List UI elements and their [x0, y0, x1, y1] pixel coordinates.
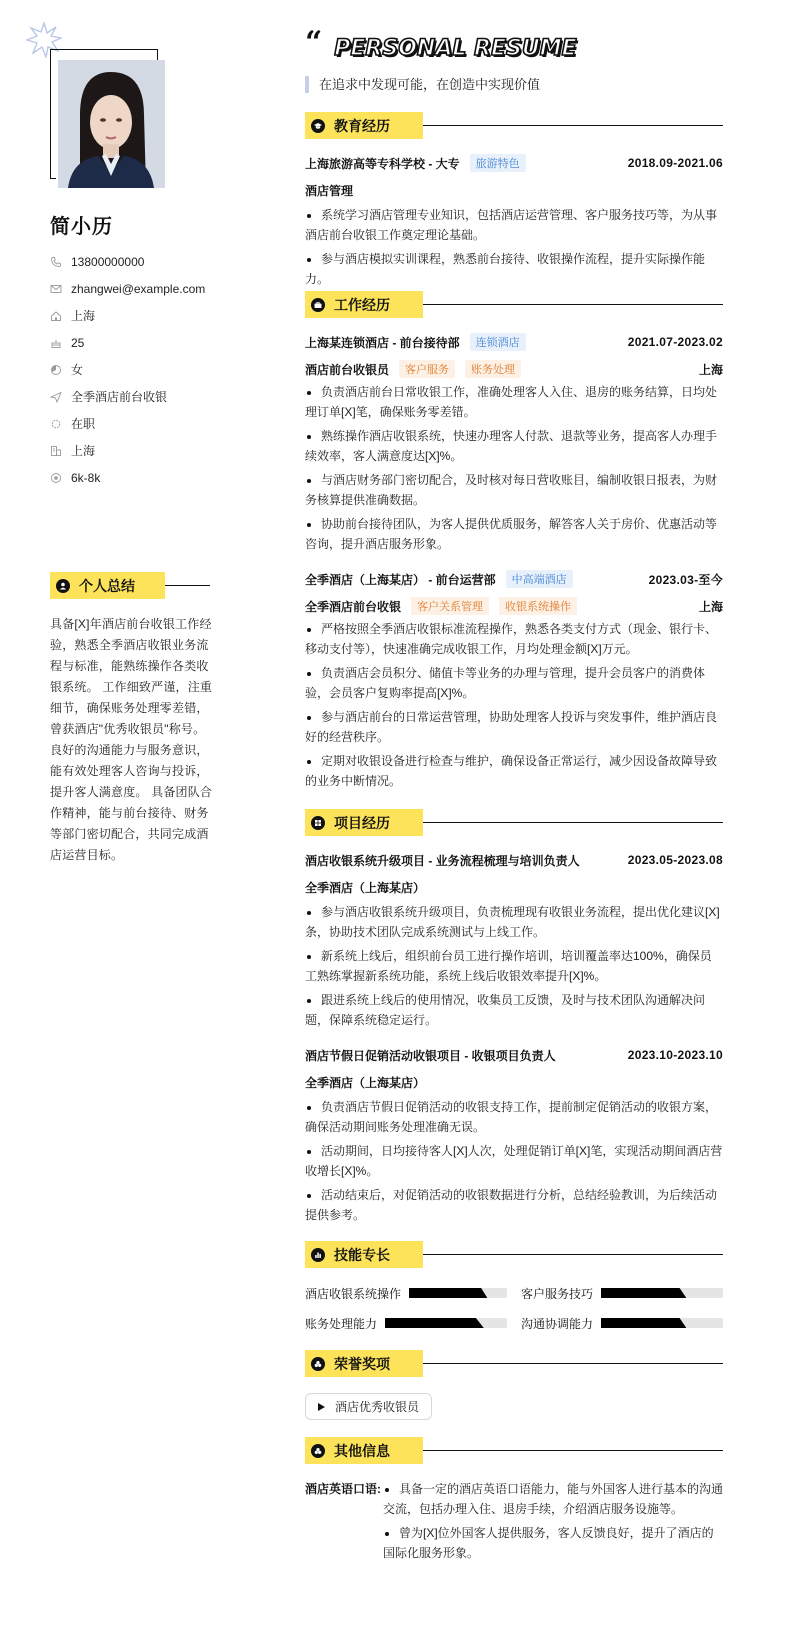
summary-header — [50, 572, 210, 599]
mail-icon — [50, 283, 62, 295]
resume-title: PERSONAL RESUME — [334, 36, 577, 61]
section-title: 其他信息 — [334, 1442, 390, 1459]
entry-subrow — [305, 878, 723, 896]
bullet-item: 系统学习酒店管理专业知识，包括酒店运营管理、客户服务技巧等，为从事酒店前台收银工作奠定理论基础。 — [305, 205, 723, 245]
skill-tag: 客户关系管理 — [411, 597, 489, 615]
entry-date: 2023.05-2023.08 — [627, 853, 723, 867]
skill-label: 账务处理能力 — [305, 1316, 378, 1331]
bullet-item: 活动期间，日均接待客人[X]人次，处理促销订单[X]笔，实现活动期间酒店营收增长[X]%。 — [305, 1141, 723, 1181]
skill-bar — [385, 1318, 507, 1328]
skills-section — [305, 1241, 723, 1331]
quote-icon: “ — [305, 25, 323, 60]
education-entry — [305, 154, 723, 289]
project-name: 酒店节假日促销活动收银项目 - 收银项目负责人 — [305, 1048, 556, 1063]
skill-label: 沟通协调能力 — [521, 1316, 594, 1331]
entry-header — [305, 570, 723, 588]
section-title: 个人总结 — [79, 577, 135, 594]
summary-text: 具备[X]年酒店前台收银工作经验，熟悉全季酒店收银业务流程与标准，能熟练操作各类收银系统。 工作细致严谨，注重细节，确保账务处理零差错，曾获酒店"优秀收银员"称号。 良好的沟通能力与服务意识，能有效处理客人咨询与投诉，提升客人满意度。 具备团队合作精神，能与前台接待、财务等部门密切配合，共同完成酒店运营目标。 — [50, 617, 213, 862]
divider — [423, 1450, 723, 1452]
divider — [423, 822, 723, 824]
bullet-list — [383, 1479, 723, 1563]
bullet-item: 新系统上线后，组织前台员工进行操作培训，培训覆盖率达100%，确保员工熟练掌握新系统功能，系统上线后收银效率提升[X]%。 — [305, 946, 723, 986]
company-name: 上海某连锁酒店 - 前台接待部 — [305, 335, 460, 350]
skill-tag: 收银系统操作 — [499, 597, 577, 615]
salary-icon — [50, 472, 62, 484]
divider — [423, 304, 723, 306]
bullet-item: 参与酒店前台的日常运营管理，协助处理客人投诉与突发事件，维护酒店良好的经营秩序。 — [305, 707, 723, 747]
contact-value: 6k-8k — [71, 470, 101, 485]
bullet-item: 协助前台接待团队，为客人提供优质服务，解答客人关于房价、优惠活动等咨询，提升酒店服务形象。 — [305, 514, 723, 554]
contact-list — [50, 248, 205, 491]
bullet-item: 熟练操作酒店收银系统，快速办理客人付款、退款等业务，提高客人办理手续效率，客人满意度达[X]%。 — [305, 426, 723, 466]
bullet-item: 严格按照全季酒店收银标准流程操作，熟悉各类支付方式（现金、银行卡、移动支付等），快速准确完成收银工作，月均处理金额[X]万元。 — [305, 619, 723, 659]
section-tag — [50, 572, 165, 599]
projects-section — [305, 809, 723, 1225]
graduation-cap-icon — [311, 119, 325, 133]
major: 酒店管理 — [305, 183, 354, 198]
skill-item — [521, 1315, 723, 1331]
other-label: 酒店英语口语: — [305, 1482, 381, 1496]
contact-value: 上海 — [71, 444, 96, 458]
other-section — [305, 1437, 723, 1563]
section-title: 项目经历 — [334, 814, 390, 831]
section-header — [305, 112, 723, 139]
contact-gender — [50, 356, 205, 383]
entry-header — [305, 154, 723, 172]
skill-tag: 客户服务 — [399, 360, 455, 378]
skill-bar-fill — [385, 1318, 484, 1328]
section-header — [305, 291, 723, 318]
entry-subrow — [305, 181, 723, 199]
user-icon — [56, 579, 70, 593]
contact-value: zhangwei@example.com — [71, 281, 206, 296]
skill-bar-fill — [409, 1288, 487, 1298]
bullet-item: 具备一定的酒店英语口语能力，能与外国客人进行基本的沟通交流，包括办理入住、退房手续，介绍酒店服务设施等。 — [383, 1479, 723, 1519]
section-header — [305, 1437, 723, 1464]
company-badge: 中高端酒店 — [506, 570, 573, 588]
section-title: 工作经历 — [334, 296, 390, 313]
bullet-item: 负责酒店节假日促销活动的收银支持工作，提前制定促销活动的收银方案，确保活动期间账务处理准确无误。 — [305, 1097, 723, 1137]
divider — [423, 125, 723, 127]
send-icon — [50, 391, 62, 403]
slogan: 在追求中发现可能，在创造中实现价值 — [305, 76, 540, 93]
section-header — [305, 1350, 723, 1377]
education-section — [305, 112, 723, 289]
section-tag — [305, 291, 423, 318]
honor-item — [305, 1393, 432, 1420]
skill-bar — [409, 1288, 507, 1298]
school-name: 上海旅游高等专科学校 - 大专 — [305, 156, 460, 171]
section-tag — [305, 1437, 423, 1464]
entry-date: 2021.07-2023.02 — [627, 335, 723, 349]
section-tag — [305, 809, 423, 836]
bullet-item: 负责酒店会员积分、储值卡等业务的办理与管理，提升会员客户的消费体验，会员客户复购率提高[X]%。 — [305, 663, 723, 703]
skill-label: 客户服务技巧 — [521, 1286, 594, 1301]
project-entry — [305, 851, 723, 1030]
divider — [423, 1254, 723, 1256]
bullet-item: 活动结束后，对促销活动的收银数据进行分析，总结经验教训，为后续活动提供参考。 — [305, 1185, 723, 1225]
entry-date: 2018.09-2021.06 — [627, 156, 723, 170]
contact-email — [50, 275, 205, 302]
section-tag — [305, 1350, 423, 1377]
job-location: 上海 — [698, 599, 723, 614]
honors-section — [305, 1350, 723, 1420]
entry-subrow — [305, 1073, 723, 1091]
grid-icon — [311, 816, 325, 830]
section-tag — [305, 1241, 423, 1268]
contact-value: 25 — [71, 335, 85, 350]
avatar — [58, 60, 165, 188]
section-tag — [305, 112, 423, 139]
contact-job-target — [50, 383, 205, 410]
section-header — [305, 809, 723, 836]
info-cluster-icon — [311, 1444, 325, 1458]
bullet-item: 负责酒店前台日常收银工作，准确处理客人入住、退房的账务结算，日均处理订单[X]笔，确保账务零差错。 — [305, 382, 723, 422]
job-role: 全季酒店前台收银 — [305, 599, 402, 614]
skill-bar — [601, 1288, 723, 1298]
cake-icon — [50, 337, 62, 349]
skill-bar-fill — [601, 1288, 686, 1298]
section-title: 教育经历 — [334, 117, 390, 134]
entry-header — [305, 851, 723, 869]
honor-list — [305, 1393, 723, 1420]
bullet-list — [305, 1097, 723, 1225]
bullet-item: 参与酒店模拟实训课程，熟悉前台接待、收银操作流程，提升实际操作能力。 — [305, 249, 723, 289]
entry-subrow — [305, 597, 723, 615]
project-org: 全季酒店（上海某店） — [305, 880, 426, 895]
work-entry — [305, 570, 723, 791]
contact-value: 上海 — [71, 309, 96, 323]
contact-status — [50, 410, 205, 437]
bullet-list — [305, 382, 723, 554]
contact-value: 全季酒店前台收银 — [71, 390, 168, 404]
home-icon — [50, 310, 62, 322]
school-badge: 旅游特色 — [470, 154, 526, 172]
contact-age — [50, 329, 205, 356]
project-name: 酒店收银系统升级项目 - 业务流程梳理与培训负责人 — [305, 853, 580, 868]
project-entry — [305, 1046, 723, 1225]
contact-city — [50, 437, 205, 464]
gender-icon — [50, 364, 62, 376]
contact-value: 在职 — [71, 417, 96, 431]
contact-phone — [50, 248, 205, 275]
skill-bar — [601, 1318, 723, 1328]
bullet-item: 参与酒店收银系统升级项目，负责梳理现有收银业务流程，提出优化建议[X]条，协助技术团队完成系统测试与上线工作。 — [305, 902, 723, 942]
section-title: 技能专长 — [334, 1246, 390, 1263]
company-badge: 连锁酒店 — [470, 333, 526, 351]
job-location: 上海 — [698, 362, 723, 377]
skills-grid — [305, 1285, 723, 1331]
phone-icon — [50, 256, 62, 268]
company-name: 全季酒店（上海某店） - 前台运营部 — [305, 572, 496, 587]
bar-chart-icon — [311, 1248, 325, 1262]
status-icon — [50, 418, 62, 430]
job-role: 酒店前台收银员 — [305, 362, 390, 377]
divider — [423, 1363, 723, 1365]
honor-label: 酒店优秀收银员 — [335, 1400, 420, 1414]
skill-item — [305, 1285, 507, 1301]
project-org: 全季酒店（上海某店） — [305, 1075, 426, 1090]
work-section — [305, 291, 723, 791]
divider — [165, 585, 210, 587]
skill-tag: 账务处理 — [465, 360, 521, 378]
bullet-list — [305, 619, 723, 791]
city-icon — [50, 445, 62, 457]
bullet-list — [305, 205, 723, 289]
contact-value: 女 — [71, 363, 84, 377]
other-item — [305, 1479, 723, 1563]
section-header — [305, 1241, 723, 1268]
bullet-item: 曾为[X]位外国客人提供服务，客人反馈良好，提升了酒店的国际化服务形象。 — [383, 1523, 723, 1563]
portrait-image — [58, 60, 165, 188]
play-triangle-icon — [318, 1403, 325, 1411]
contact-salary — [50, 464, 205, 491]
skill-label: 酒店收银系统操作 — [305, 1286, 402, 1301]
bullet-item: 跟进系统上线后的使用情况，收集员工反馈，及时与技术团队沟通解决问题，保障系统稳定运行。 — [305, 990, 723, 1030]
person-name: 简小历 — [50, 216, 113, 238]
briefcase-icon — [311, 298, 325, 312]
entry-date: 2023.03-至今 — [648, 572, 723, 587]
section-title: 荣誉奖项 — [334, 1355, 390, 1372]
skill-item — [521, 1285, 723, 1301]
bullet-list — [305, 902, 723, 1030]
contact-value: 13800000000 — [71, 254, 145, 269]
award-icon — [311, 1357, 325, 1371]
entry-header — [305, 333, 723, 351]
entry-date: 2023.10-2023.10 — [627, 1048, 723, 1062]
bullet-item: 与酒店财务部门密切配合，及时核对每日营收账目，编制收银日报表，为财务核算提供准确数据。 — [305, 470, 723, 510]
work-entry — [305, 333, 723, 554]
skill-bar-fill — [601, 1318, 686, 1328]
entry-subrow — [305, 360, 723, 378]
resume-title-area — [305, 25, 577, 61]
contact-location — [50, 302, 205, 329]
entry-header — [305, 1046, 723, 1064]
skill-item — [305, 1315, 507, 1331]
bullet-item: 定期对收银设备进行检查与维护，确保设备正常运行，减少因设备故障导致的业务中断情况。 — [305, 751, 723, 791]
